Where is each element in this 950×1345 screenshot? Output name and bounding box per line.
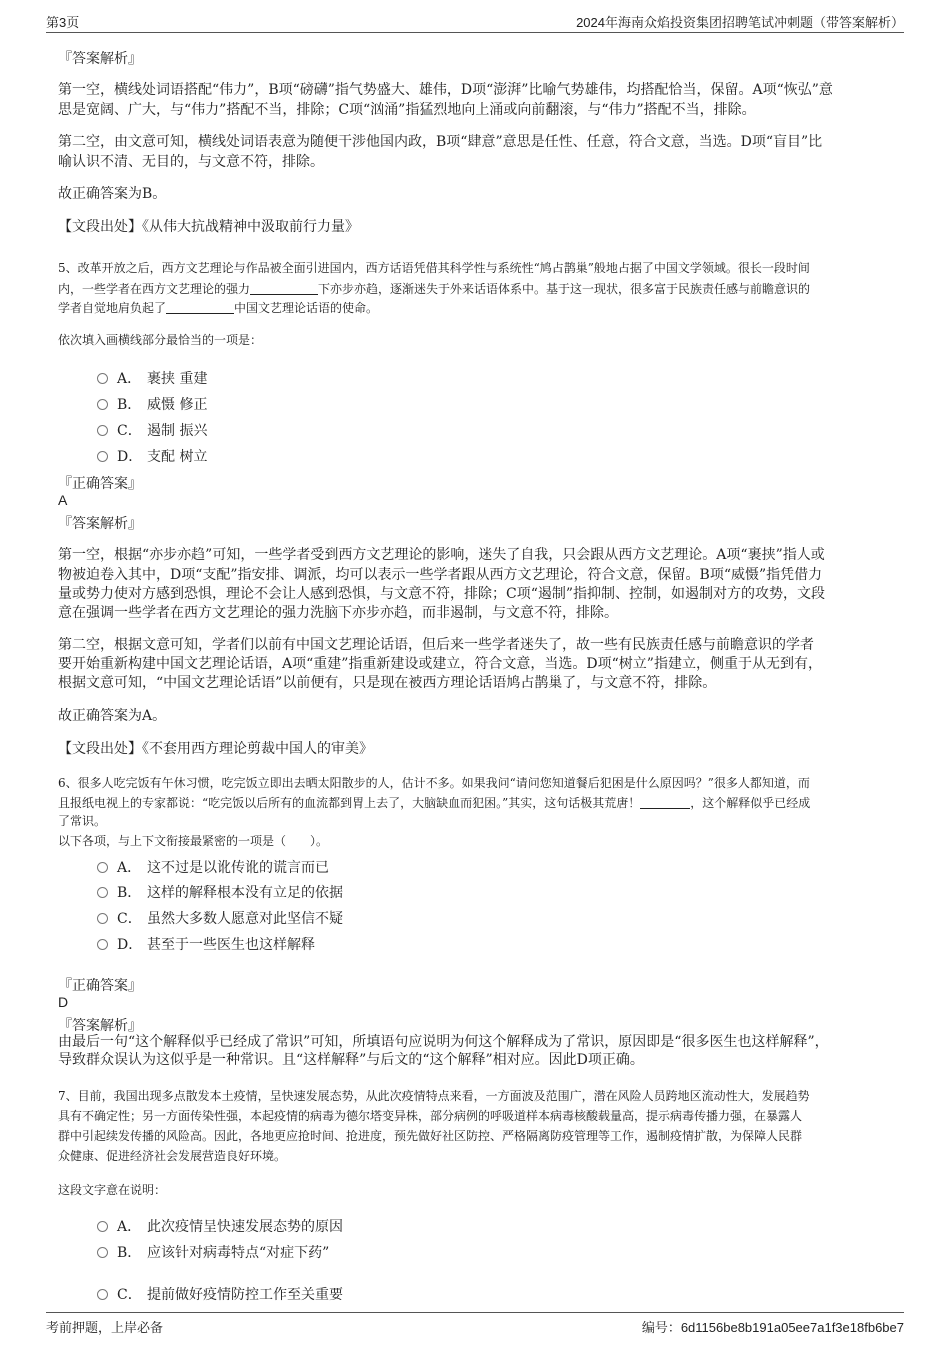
option-letter: A． bbox=[117, 1219, 142, 1235]
q5-stem-text: 下亦步亦趋，逐渐迷失于外来话语体系中。基于这一现状，很多富于民族责任感与前瞻意识的 bbox=[318, 282, 811, 296]
source-title: 《从伟大抗战精神中汲取前行力量》 bbox=[142, 219, 359, 235]
q6-stem-line1: 6、很多人吃完饭有午休习惯，吃完饭立即出去晒太阳散步的人，估计不多。如果我问“请问您知道餐后犯困是什么原因吗？”很多人都知道，而 bbox=[58, 776, 810, 790]
radio-icon[interactable] bbox=[97, 887, 108, 898]
q6-analysis-line1: 由最后一句“这个解释似乎已经成了常识”可知，所填语句应说明为何这个解释成为了常识，原因即是“很多医生也这样解释”， bbox=[58, 1034, 829, 1050]
q4-source bbox=[58, 217, 359, 238]
q5-answer-label: 『正确答案』 bbox=[58, 476, 142, 492]
q7-stem-line4: 众健康、促进经济社会发展营造良好环境。 bbox=[58, 1149, 287, 1163]
document-id: 编号：6d1156be8b191a05ee7a1f3e18fb6be7 bbox=[641, 1320, 904, 1335]
q7-prompt: 这段文字意在说明： bbox=[58, 1183, 167, 1197]
option-text: 这不过是以讹传讹的谎言而已 bbox=[147, 860, 329, 876]
option-text: 应该针对病毒特点“对症下药” bbox=[147, 1245, 330, 1261]
page-header bbox=[46, 12, 904, 33]
radio-icon[interactable] bbox=[97, 1247, 108, 1258]
q5-answer: A bbox=[58, 492, 68, 508]
radio-icon[interactable] bbox=[97, 1221, 108, 1232]
q6-option-a[interactable] bbox=[97, 857, 329, 877]
radio-icon[interactable] bbox=[97, 1289, 108, 1300]
option-text: 此次疫情呈快速发展态势的原因 bbox=[147, 1219, 343, 1235]
q4-conclusion: 故正确答案为B。 bbox=[58, 186, 167, 202]
option-letter: A． bbox=[117, 371, 142, 387]
q7-stem-line2: 具有不确定性；另一方面传染性强，本起疫情的病毒为德尔塔变异株，部分病例的呼吸道样本病毒核酸载量高，提示病毒传播力强，在暴露人 bbox=[58, 1109, 803, 1123]
option-text: 这样的解释根本没有立足的依据 bbox=[147, 885, 343, 901]
option-text: 甚至于一些医生也这样解释 bbox=[147, 937, 315, 953]
q6-answer-label: 『正确答案』 bbox=[58, 978, 142, 994]
q4-analysis-label: 『答案解析』 bbox=[58, 51, 142, 67]
q5-stem-text: 学者自觉地肩负起了 bbox=[58, 301, 167, 315]
q4-analysis-para2-line2: 喻认识不清、无目的，与文意不符，排除。 bbox=[58, 154, 324, 170]
q5-option-a[interactable] bbox=[97, 368, 207, 388]
option-text: 虽然大多数人愿意对此坚信不疑 bbox=[147, 911, 343, 927]
q6-analysis-label: 『答案解析』 bbox=[58, 1018, 142, 1034]
q5-stem-text: 中国文艺理论话语的使命。 bbox=[234, 301, 379, 315]
q5-prompt: 依次填入画横线部分最恰当的一项是： bbox=[58, 333, 263, 347]
q5-analysis-para1-line1: 第一空，根据“亦步亦趋”可知，一些学者受到西方文艺理论的影响，迷失了自我，只会跟从西方文艺理论。A项“裹挟”指人或 bbox=[58, 547, 825, 563]
radio-icon[interactable] bbox=[97, 939, 108, 950]
q7-stem-line3: 群中引起续发传播的风险高。因此，各地更应抢时间、抢进度，预先做好社区防控、严格隔离防疫管理等工作，遏制疫情扩散，为保障人民群 bbox=[58, 1129, 803, 1143]
q6-option-b[interactable] bbox=[97, 882, 343, 902]
radio-icon[interactable] bbox=[97, 451, 108, 462]
q5-stem-line3 bbox=[58, 298, 378, 319]
q4-analysis-para1-line2: 思是宽阔、广大，与“伟力”搭配不当，排除；C项“汹涌”指猛烈地向上涌或向前翻滚，与“伟力”搭配不当，排除。 bbox=[58, 102, 756, 118]
radio-icon[interactable] bbox=[97, 913, 108, 924]
q5-option-b[interactable] bbox=[97, 394, 207, 414]
q6-analysis-line2: 导致群众误认为这似乎是一种常识。且“这样解释”与后文的“这个解释”相对应。因此D项正确。 bbox=[58, 1052, 644, 1068]
option-text: 支配 树立 bbox=[147, 449, 208, 465]
q7-option-a[interactable] bbox=[97, 1216, 343, 1236]
source-title: 《不套用西方理论剪裁中国人的审美》 bbox=[142, 741, 373, 757]
q5-analysis-para1-line2: 物被迫卷入其中，D项“支配”指安排、调派，均可以表示一些学者跟从西方文艺理论，符合文意，保留。B项“威慑”指凭借力 bbox=[58, 567, 823, 583]
q5-stem-text: 内，一些学者在西方文艺理论的强力 bbox=[58, 282, 251, 296]
q5-analysis-para2-line1: 第二空，根据文意可知，学者们以前有中国文艺理论话语，但后来一些学者迷失了，故一些有民族责任感与前瞻意识的学者 bbox=[58, 637, 814, 653]
source-label: 【文段出处】 bbox=[58, 219, 142, 235]
q6-stem-line2 bbox=[58, 793, 810, 814]
option-letter: D． bbox=[117, 937, 143, 953]
option-letter: C． bbox=[117, 911, 142, 927]
option-letter: C． bbox=[117, 1287, 142, 1303]
option-letter: B． bbox=[117, 885, 142, 901]
option-letter: A． bbox=[117, 860, 142, 876]
option-letter: B． bbox=[117, 1245, 142, 1261]
option-text: 威慑 修正 bbox=[147, 397, 208, 413]
q7-stem-line1: 7、目前，我国出现多点散发本土疫情，呈快速发展态势，从此次疫情特点来看，一方面波及范围广，潜在风险人员跨地区流动性大，发展趋势 bbox=[58, 1089, 810, 1103]
q5-analysis-para2-line3: 根据文意可知，“中国文艺理论话语”以前便有，只是现在被西方理论话语鸠占鹊巢了，与文意不符，排除。 bbox=[58, 675, 717, 691]
q6-option-d[interactable] bbox=[97, 934, 315, 954]
option-text: 遏制 振兴 bbox=[147, 423, 208, 439]
q5-source bbox=[58, 739, 373, 760]
fill-blank bbox=[166, 301, 234, 314]
q5-analysis-para1-line4: 意在强调一些学者在西方文艺理论的强力洗脑下亦步亦趋，而非遏制，与文意不符，排除。 bbox=[58, 605, 618, 621]
option-letter: C． bbox=[117, 423, 142, 439]
q5-option-c[interactable] bbox=[97, 420, 207, 440]
q6-answer: D bbox=[58, 994, 69, 1010]
q6-prompt: 以下各项，与上下文衔接最紧密的一项是（ ）。 bbox=[58, 834, 329, 848]
page-footer bbox=[46, 1312, 904, 1333]
q6-stem-line3: 了常识。 bbox=[58, 814, 107, 828]
radio-icon[interactable] bbox=[97, 399, 108, 410]
option-text: 裹挟 重建 bbox=[147, 371, 208, 387]
radio-icon[interactable] bbox=[97, 373, 108, 384]
q5-option-d[interactable] bbox=[97, 446, 207, 466]
fill-blank bbox=[640, 796, 690, 809]
option-text: 提前做好疫情防控工作至关重要 bbox=[147, 1287, 343, 1303]
option-letter: D． bbox=[117, 449, 143, 465]
q5-conclusion: 故正确答案为A。 bbox=[58, 708, 167, 724]
q6-option-c[interactable] bbox=[97, 908, 343, 928]
fill-blank bbox=[250, 282, 318, 295]
q5-analysis-label: 『答案解析』 bbox=[58, 516, 142, 532]
q5-analysis-para2-line2: 要开始重新构建中国文艺理论话语，A项“重建”指重新建设或建立，符合文意，当选。D项“树立”指建立，侧重于从无到有， bbox=[58, 656, 822, 672]
option-letter: B． bbox=[117, 397, 142, 413]
q7-option-b[interactable] bbox=[97, 1242, 329, 1262]
q4-analysis-para2-line1: 第二空，由文意可知，横线处词语表意为随便干涉他国内政，B项“肆意”意思是任性、任意，符合文意，当选。D项“盲目”比 bbox=[58, 134, 823, 150]
q6-stem-text: ，这个解释似乎已经成 bbox=[690, 796, 811, 810]
q5-stem-line2 bbox=[58, 279, 810, 300]
q7-option-c[interactable] bbox=[97, 1284, 343, 1304]
page-number: 第3页 bbox=[46, 15, 80, 30]
footer-slogan: 考前押题，上岸必备 bbox=[46, 1320, 164, 1335]
radio-icon[interactable] bbox=[97, 862, 108, 873]
radio-icon[interactable] bbox=[97, 425, 108, 436]
q5-analysis-para1-line3: 量或势力使对方感到恐惧，理论不会让人感到恐惧，与文意不符，排除；C项“遏制”指抑制、控制，如遏制对方的攻势，文段 bbox=[58, 586, 826, 602]
source-label: 【文段出处】 bbox=[58, 741, 142, 757]
document-title: 2024年海南众焰投资集团招聘笔试冲刺题（带答案解析） bbox=[576, 15, 904, 30]
q4-analysis-para1-line1: 第一空，横线处词语搭配“伟力”，B项“磅礴”指气势盛大、雄伟，D项“澎湃”比喻气势雄伟，均搭配恰当，保留。A项“恢弘”意 bbox=[58, 82, 833, 98]
q5-stem-line1: 5、改革开放之后，西方文艺理论与作品被全面引进国内，西方话语凭借其科学性与系统性“鸠占鹊巢”般地占据了中国文学领域。很长一段时间 bbox=[58, 261, 810, 275]
q6-stem-text: 且报纸电视上的专家都说：“吃完饭以后所有的血流都到胃上去了，大脑缺血而犯困。”其实，这句话极其荒唐！ bbox=[58, 796, 641, 810]
